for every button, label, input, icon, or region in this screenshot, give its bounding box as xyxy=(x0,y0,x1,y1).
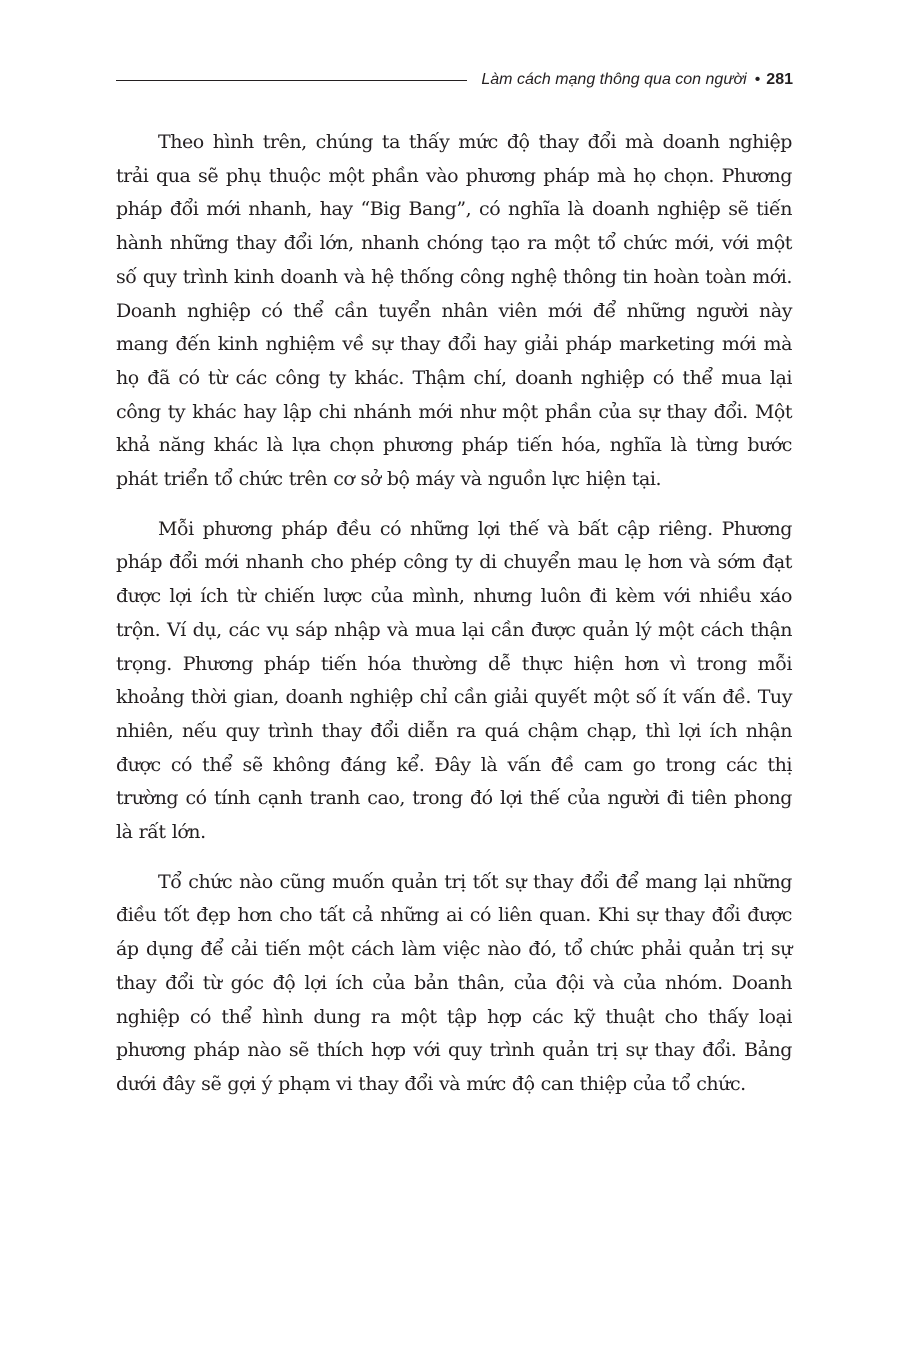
paragraph-2: Mỗi phương pháp đều có những lợi thế và bất cập riêng. Phương pháp đổi mới nhanh cho phép công ty di chuyển mau lẹ hơn và sớm đạt được lợi ích từ chiến lược của mình, nhưng luôn đi kèm với nhiều xáo trộn. Ví dụ, các vụ sáp nhập và mua lại cần được quản lý một cách thận trọng. Phương pháp tiến hóa thường dễ thực hiện hơn vì trong mỗi khoảng thời gian, doanh nghiệp chỉ cần giải quyết một số ít vấn đề. Tuy nhiên, nếu quy trình thay đổi diễn ra quá chậm chạp, thì lợi ích nhận được có thể sẽ không đáng kể. Đây là vấn đề cam go trong các thị trường có tính cạnh tranh cao, trong đó lợi thế của người đi tiên phong là rất lớn. xyxy=(116,517,792,844)
header-rule xyxy=(116,80,467,81)
paragraph-1: Theo hình trên, chúng ta thấy mức độ thay đổi mà doanh nghiệp trải qua sẽ phụ thuộc một phần vào phương pháp mà họ chọn. Phương pháp đổi mới nhanh, hay “Big Bang”, có nghĩa là doanh nghiệp sẽ tiến hành những thay đổi lớn, nhanh chóng tạo ra một tổ chức mới, với một số quy trình kinh doanh và hệ thống công nghệ thông tin hoàn toàn mới. Doanh nghiệp có thể cần tuyển nhân viên mới để những người này mang đến kinh nghiệm về sự thay đổi hay giải pháp marketing mới mà họ đã có từ các công ty khác. Thậm chí, doanh nghiệp có thể mua lại công ty khác hay lập chi nhánh mới như một phần của sự thay đổi. Một khả năng khác là lựa chọn phương pháp tiến hóa, nghĩa là từng bước phát triển tổ chức trên cơ sở bộ máy và nguồn lực hiện tại. xyxy=(116,131,792,491)
paragraph-3: Tổ chức nào cũng muốn quản trị tốt sự thay đổi để mang lại những điều tốt đẹp hơn cho tất cả những ai có liên quan. Khi sự thay đổi được áp dụng để cải tiến một cách làm việc nào đó, tổ chức phải quản trị sự thay đổi từ góc độ lợi ích của bản thân, của đội và của nhóm. Doanh nghiệp có thể hình dung ra một tập hợp các kỹ thuật cho thấy loại phương pháp nào sẽ thích hợp với quy trình quản trị sự thay đổi. Bảng dưới đây sẽ gợi ý phạm vi thay đổi và mức độ can thiệp của tổ chức. xyxy=(116,870,792,1095)
body-text xyxy=(116,126,792,1118)
page-number: 281 xyxy=(766,71,793,88)
running-header xyxy=(116,60,793,90)
header-bullet: • xyxy=(754,71,761,88)
running-header-title: Làm cách mạng thông qua con người xyxy=(481,71,747,88)
